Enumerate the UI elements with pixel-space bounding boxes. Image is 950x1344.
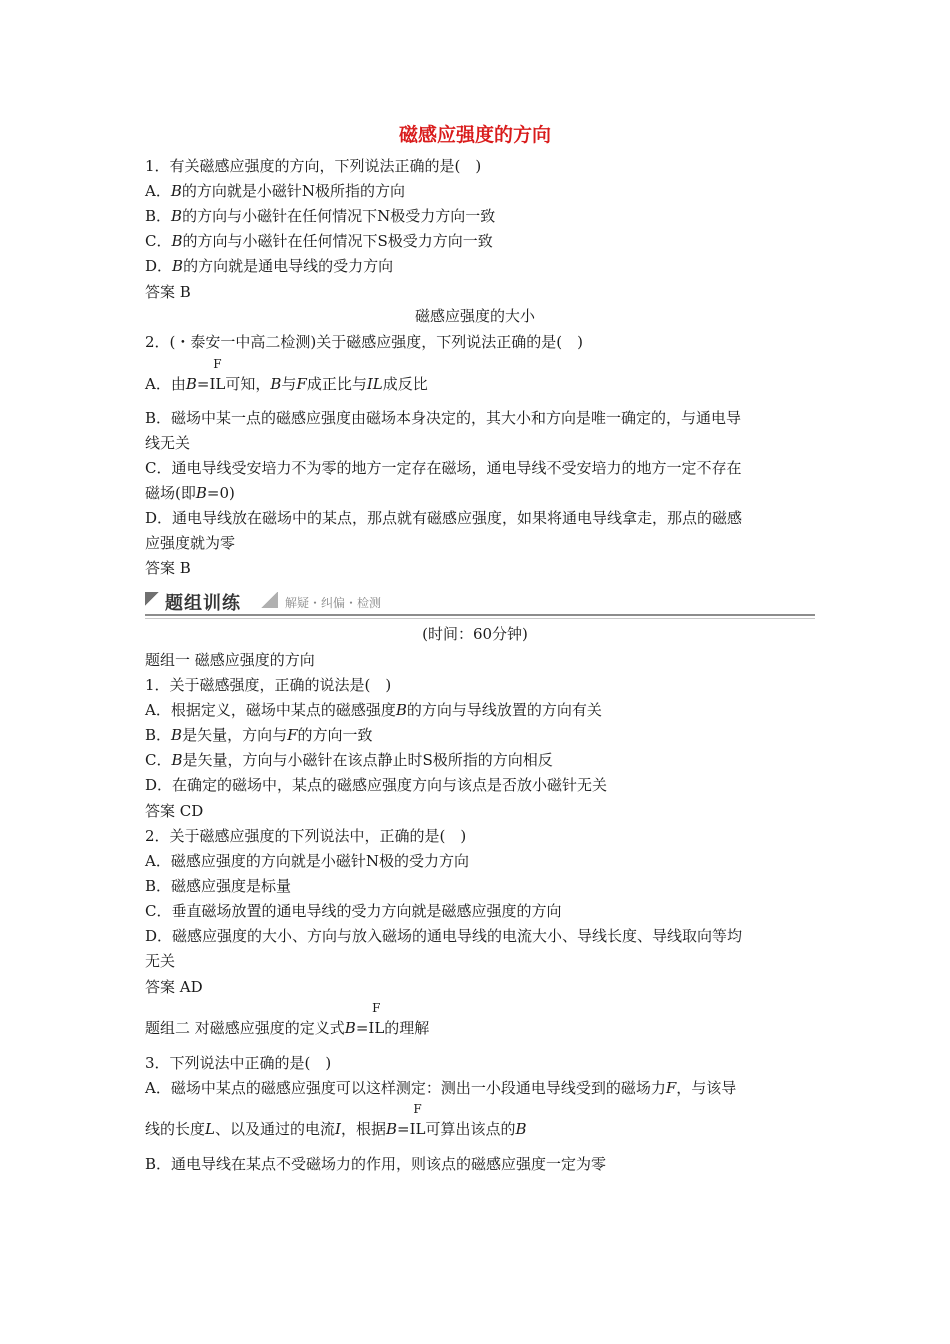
option-c: C．B是矢量，方向与小磁针在该点静止时S极所指的方向相反 (145, 751, 553, 769)
option-a: A．磁感应强度的方向就是小磁针N极的受力方向 (145, 852, 469, 870)
fraction: F IL (209, 357, 226, 393)
option-d: D．磁感应强度的大小、方向与放入磁场的通电导线的电流大小、导线长度、导线取向等均 (145, 927, 743, 945)
divider (145, 618, 815, 619)
option-b: B．B的方向与小磁针在任何情况下N极受力方向一致 (145, 207, 496, 225)
question-1: 1．有关磁感应强度的方向，下列说法正确的是( ) (145, 157, 482, 175)
option-d-cont: 应强度就为零 (145, 534, 236, 552)
banner-decoration (260, 592, 278, 608)
divider (145, 614, 815, 616)
time-limit: (时间：60分钟) (422, 625, 528, 643)
group-heading: 题组一 磁感应强度的方向 (145, 651, 315, 669)
banner-subtitle: 解疑・纠偏・检测 (285, 596, 382, 610)
option-c: C．垂直磁场放置的通电导线的受力方向就是磁感应强度的方向 (145, 902, 562, 920)
answer: 答案 AD (145, 978, 203, 996)
fraction: F IL (368, 1001, 385, 1037)
option-a-cont: 线的长度L、以及通过的电流I，根据B= F IL可算出该点的B (145, 1102, 527, 1138)
option-d-cont: 无关 (145, 952, 176, 970)
option-c-cont: 磁场(即B=0) (145, 484, 235, 502)
answer: 答案 CD (145, 802, 204, 820)
banner-decoration (145, 592, 159, 608)
option-d: D．通电导线放在磁场中的某点，那点就有磁感应强度，如果将通电导线拿走，那点的磁感 (145, 509, 743, 527)
question-3: 3．下列说法中正确的是( ) (145, 1054, 332, 1072)
option-a: A．根据定义，磁场中某点的磁感强度B的方向与导线放置的方向有关 (145, 701, 602, 719)
question-2: 2．(・泰安一中高二检测)关于磁感应强度，下列说法正确的是( ) (145, 333, 583, 351)
banner-title: 题组训练 (165, 593, 241, 614)
answer: 答案 B (145, 283, 191, 301)
section-banner (145, 588, 815, 616)
section-heading: 磁感应强度的大小 (414, 307, 535, 325)
fraction: F IL (409, 1102, 426, 1138)
option-d: D．B的方向就是通电导线的受力方向 (145, 257, 394, 275)
option-b: B．B是矢量，方向与F的方向一致 (145, 726, 373, 744)
option-a: A．B的方向就是小磁针N极所指的方向 (145, 182, 406, 200)
option-d: D．在确定的磁场中，某点的磁感应强度方向与该点是否放小磁针无关 (145, 776, 608, 794)
page-title: 磁感应强度的方向 (398, 124, 551, 146)
option-a: A．磁场中某点的磁感应强度可以这样测定：测出一小段通电导线受到的磁场力F，与该导 (145, 1079, 737, 1097)
question-2: 2．关于磁感应强度的下列说法中，正确的是( ) (145, 827, 467, 845)
answer: 答案 B (145, 559, 191, 577)
option-c: C．通电导线受安培力不为零的地方一定存在磁场，通电导线不受安培力的地方一定不存在 (145, 459, 742, 477)
group-heading: 题组二 对磁感应强度的定义式B= F IL的理解 (145, 1001, 430, 1037)
option-c: C．B的方向与小磁针在任何情况下S极受力方向一致 (145, 232, 493, 250)
option-b: B．通电导线在某点不受磁场力的作用，则该点的磁感应强度一定为零 (145, 1155, 607, 1173)
option-a: A．由B= F IL可知，B与F成正比与IL成反比 (145, 357, 428, 393)
option-b: B．磁感应强度是标量 (145, 877, 292, 895)
option-b: B．磁场中某一点的磁感应强度由磁场本身决定的，其大小和方向是唯一确定的，与通电导 (145, 409, 742, 427)
question-1: 1．关于磁感强度，正确的说法是( ) (145, 676, 392, 694)
option-b-cont: 线无关 (145, 434, 191, 452)
